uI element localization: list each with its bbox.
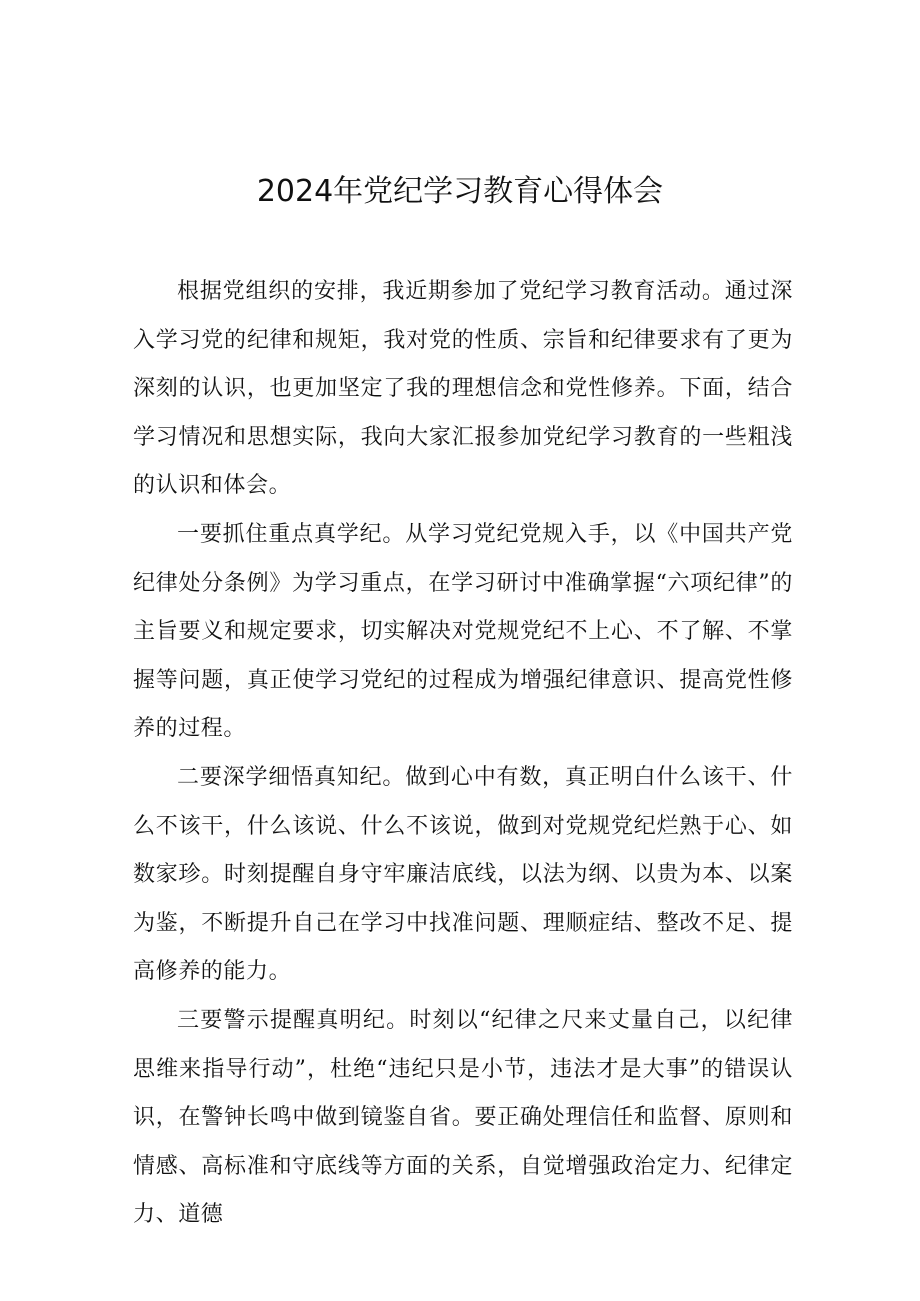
paragraph-point-two: 二要深学细悟真知纪。做到心中有数，真正明白什么该干、什么不该干，什么该说、什么不该说，做到对党规党纪烂熟于心、如数家珍。时刻提醒自身守牢廉洁底线，以法为纲、以贵为本、以案为鉴，不断提升自己在学习中找准问题、理顺症结、整改不足、提高修养的能力。 <box>133 764 793 985</box>
paragraph-point-three: 三要警示提醒真明纪。时刻以“纪律之尺来丈量自己，以纪律思维来指导行动”，杜绝“违纪只是小节，违法才是大事”的错误认识，在警钟长鸣中做到镜鉴自省。要正确处理信任和监督、原则和情感、高标准和守底线等方面的关系，自觉增强政治定力、纪律定力、道德 <box>133 1007 793 1228</box>
paragraph-intro: 根据党组织的安排，我近期参加了党纪学习教育活动。通过深入学习党的纪律和规矩，我对党的性质、宗旨和纪律要求有了更为深刻的认识，也更加坚定了我的理想信念和党性修养。下面，结合学习情况和思想实际，我向大家汇报参加党纪学习教育的一些粗浅的认识和体会。 <box>133 279 793 499</box>
paragraph-point-one: 一要抓住重点真学纪。从学习党纪党规入手，以《中国共产党纪律处分条例》为学习重点，在学习研讨中准确掌握“六项纪律”的主旨要义和规定要求，切实解决对党规党纪不上心、不了解、不掌握等问题，真正使学习党纪的过程成为增强纪律意识、提高党性修养的过程。 <box>133 521 793 742</box>
document-body <box>133 268 793 1240</box>
document-title: 2024年党纪学习教育心得体会 <box>256 174 664 209</box>
